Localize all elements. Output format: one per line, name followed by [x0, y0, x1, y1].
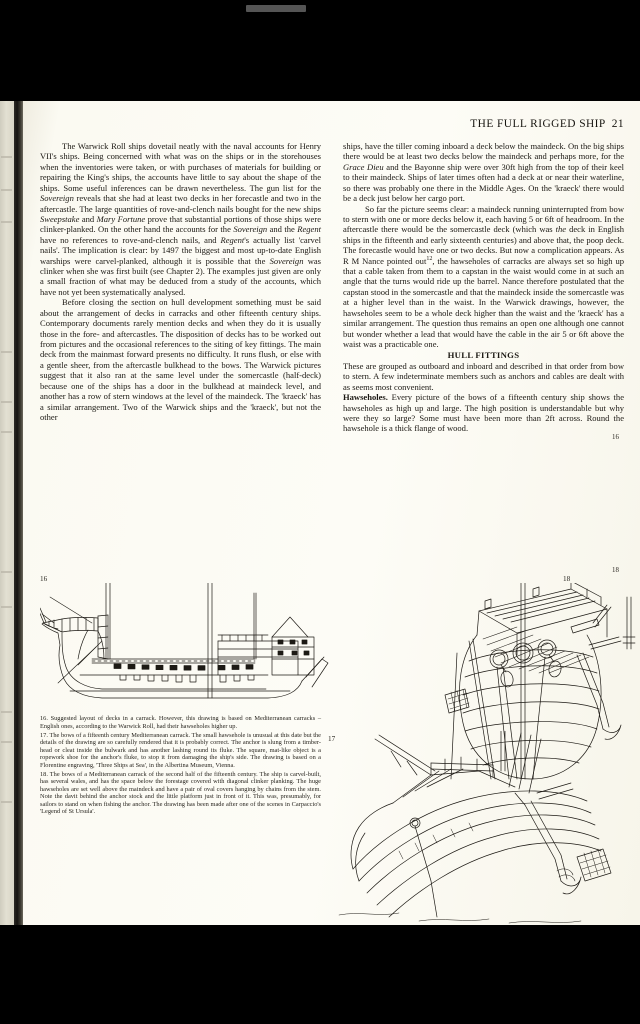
runin-text-hawseholes: Every picture of the bows of a fifteenth century ship shows the hawseholes as high up and large. The high position is understandable but why were they so large? Some must have been more than 2ft across. Round the hawsehole is a thick flange of wood. — [343, 392, 624, 434]
paragraph-hull-fittings-intro: These are grouped as outboard and inboard and described in that order from bow to stern. A few indeterminate members such as anchors and cables are dealt with as seems most convenient. — [343, 360, 624, 392]
figure-16-carrack-deck-layout — [40, 583, 330, 711]
figure-17-number: 17 — [328, 735, 336, 743]
bottom-black-band — [0, 925, 640, 1024]
running-head-title: THE FULL RIGGED SHIP — [470, 118, 606, 130]
caption-18: 18. The bows of a Mediterranean carrack of the second half of the fifteenth century. The ship is carvel-built, has several wales, and has the space below the forestage covered with diagonal clinker planking. The huge hawseholes are set well above the maindeck and have a pair of oval covers hanging by chains from the stem. Note the davit behind the anchor stock and the little platform just in front of it. This was, presumably, for sailors to stand on when fishing the anchor. The drawing has been made after one of the scenes in Carpaccio's 'Legend of St Ursula'. — [40, 770, 321, 815]
figure-18-number: 18 — [563, 575, 571, 583]
top-black-band — [0, 0, 640, 101]
margin-ref-18: 18 — [612, 567, 619, 574]
running-head — [470, 118, 624, 130]
caption-16: 16. Suggested layout of decks in a carrack. However, this drawing is based on Mediterranean carracks – English ones, according to the Warwick Roll, had their hawseholes higher up. — [40, 715, 321, 730]
left-text-column — [40, 141, 321, 422]
margin-ref-16: 16 — [612, 434, 619, 441]
paragraph-hawseholes — [343, 392, 624, 434]
page-number: 21 — [611, 118, 624, 130]
paragraph-tiller-decks: ships, have the tiller coming inboard a deck below the maindeck. On the big ships there would be at least two decks below the maindeck and perhaps more, for the Grace Dieu and the Bayonne ship were over 30ft high from the top of their keel to their maindeck. Ships of later times often had a deck at or near their waterline, so there was probably one there in the Middle Ages. On the 'kraeck' there would be a deck just below her cargo port. — [343, 141, 624, 204]
figure-17-mediterranean-carrack-bows — [319, 731, 640, 931]
book-page — [23, 101, 640, 925]
previous-page-sliver — [0, 101, 14, 925]
paragraph-deck-arrangement: Before closing the section on hull development something must be said about the arrangement of decks in carracks and other fifteenth century ships. Contemporary documents rarely mention decks and when they do it is usually those in the fore- and aftercastles. The disposition of decks has to be worked out from pictures and the occasional references to the siting of key fittings. The main deck from the mainmast forward presents no difficulty. It runs flush, or else with a gentle sheer, from the aftercastle bulkhead to the bows. The Warwick pictures suggest that it also ran at the same level under the somercastle (half-deck) because one of the ships has a door in the bulkhead at maindeck level, and another has a row of stern windows at the level of the maindeck. The 'kraeck' has a similar arrangement. Two of the Warwick ships and the 'kraeck', but not the other — [40, 297, 321, 422]
caption-17: 17. The bows of a fifteenth century Mediterranean carrack. The small hawsehole is unusual at this date but the details of the drawing are so carefully rendered that it is probably correct. The anchor is slung from a timber-head or cleat inside the bulwark and has another lashing round its fluke. The square, mat-like object is a ropework shoe for the anchor's fluke, to stop it from damaging the ship's side. The drawing is based on a Florentine engraving, 'Three Ships at Sea', in the Albertina Museum, Vienna. — [40, 731, 321, 769]
scanner-bar-indicator — [246, 5, 306, 12]
figure-16-number: 16 — [40, 575, 48, 583]
figure-captions-block — [40, 715, 321, 817]
right-text-column — [343, 141, 624, 434]
book-spine-gutter — [14, 101, 23, 925]
paragraph-warwick-roll: The Warwick Roll ships dovetail neatly with the naval accounts for Henry VII's ships. Being concerned with what was on the ships or in the storehouses when the inventories were taken, or with purchases of materials for building or repairing the King's ships, the accounts have little to say about the shape of the ships. Some useful inferences can be drawn nevertheless. The gun list for the Sovereign reveals that she had at least two decks in her forecastle and two in the aftercastle. The large quantities of rove-and-clench nails bought for the new ships Sweepstake and Mary Fortune prove that substantial portions of those ships were clinker-planked. On the other hand the accounts for the Sovereign and the Regent have no references to rove-and-clench nails, and Regent's actually list 'carvel nails'. The implication is clear: by 1497 the biggest and most up-to-date English warships were carvel-planked, although it is possible that the Sovereign was clinker when she was first built (see Chapter 2). The examples just given are only a small fraction of what may be deduced from a study of the accounts, which have not yet been systematically analysed. — [40, 141, 321, 297]
section-heading-hull-fittings: HULL FITTINGS — [447, 350, 520, 361]
runin-term-hawseholes: Hawseholes. — [343, 392, 388, 403]
paragraph-maindeck-picture: So far the picture seems clear: a maindeck running uninterrupted from bow to stern with one or more decks below it, each having 5 or 6ft of headroom. In the aftercastle there would be the somercastle deck (which was the deck in English ships in the fifteenth and early sixteenth centuries) and above that, the poop deck. The forecastle would have one or two decks. But now a complication appears. As R M Nance pointed out$^{12}$, the hawseholes of carracks are always set so high up that a cable taken from them to a capstan in the waist would come in at such an angle that the turns would ride up the barrel. Nance therefore postulated that the capstan stood in the somercastle and that the maindeck inside the somercastle was at a higher level than in the waist. In the Warwick drawings, however, the hawseholes seem to be a whole deck higher than the waist and the 'kraeck' has a similar arrangement. The question thus remains an open one although one cannot but wonder whether a lead that would have the cable in the air 5 or 6ft above the waist was a practicable one. — [343, 203, 624, 350]
